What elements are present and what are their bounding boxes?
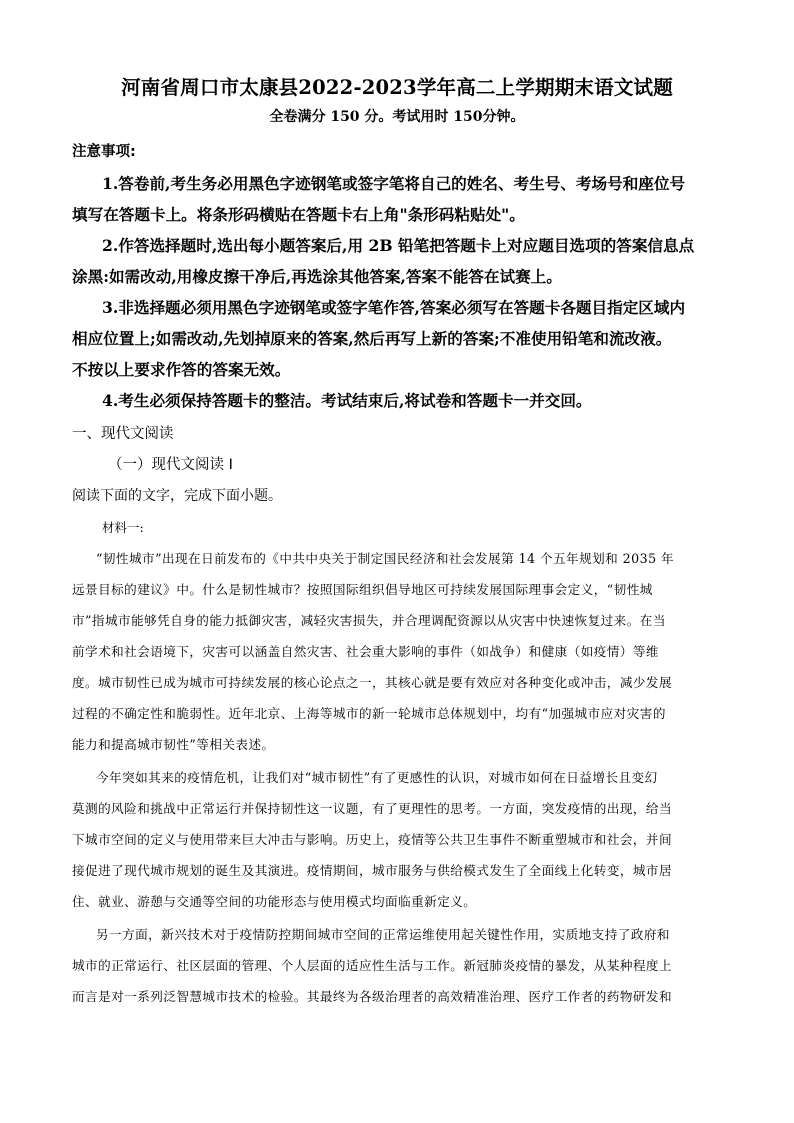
exam-duration-note: 全卷满分 150 分。考试用时 150分钟。 xyxy=(269,109,525,125)
paragraph-line: “韧性城市”出现在日前发布的《中共中央关于制定国民经济和社会发展第 14 个五年规划和 2035 年 xyxy=(96,551,675,566)
notice-line: 4.考生必须保持答题卡的整洁。考试结束后,将试卷和答题卡一并交回。 xyxy=(102,391,592,410)
subsection-heading: （一）现代文阅读 I xyxy=(108,457,233,473)
notice-line: 相应位置上;如需改动,先划掉原来的答案,然后再写上新的答案;不准使用铅笔和流改液。 xyxy=(72,329,672,348)
paragraph-line: 能力和提高城市韧性”等相关表述。 xyxy=(72,737,275,752)
notice-line: 3.非选择题必须用黑色字迹钢笔或签字笔作答,答案必须写在答题卡各题目指定区域内 xyxy=(102,298,686,317)
notice-line: 1.答卷前,考生务必用黑色字迹钢笔或签字笔将自己的姓名、考生号、考场号和座位号 xyxy=(102,174,686,193)
notice-heading: 注意事项: xyxy=(72,144,136,160)
notice-line: 填写在答题卡上。将条形码横贴在答题卡右上角"条形码粘贴处"。 xyxy=(72,205,525,224)
paragraph-line: 而言是对一系列泛智慧城市技术的检验。其最终为各级治理者的高效精准治理、医疗工作者的药物研发和 xyxy=(72,989,673,1004)
material-label: 材料一: xyxy=(102,520,144,535)
paragraph-line: 莫测的风险和挑战中正常运行并保持韧性这一议题，有了更理性的思考。一方面，突发疫情的出现，给当 xyxy=(72,801,673,816)
reading-instruction: 阅读下面的文字，完成下面小题。 xyxy=(72,488,282,504)
paragraph-line: 度。城市韧性已成为城市可持续发展的核心论点之一，其核心就是要有效应对各种变化或冲击，减少发展 xyxy=(72,675,673,690)
page-title: 河南省周口市太康县2022-2023学年高二上学期期末语文试题 xyxy=(121,76,673,99)
paragraph-line: 市”指城市能够凭自身的能力抵御灾害，减轻灾害损失，并合理调配资源以从灾害中快速恢复过来。在当 xyxy=(72,613,666,628)
paragraph-line: 下城市空间的定义与使用带来巨大冲击与影响。历史上，疫情等公共卫生事件不断重塑城市和社会，并间 xyxy=(72,832,673,847)
paragraph-line: 远景目标的建议》中。什么是韧性城市？按照国际组织倡导地区可持续发展国际理事会定义，“韧性城 xyxy=(72,582,653,597)
paragraph-line: 另一方面，新兴技术对于疫情防控期间城市空间的正常运维使用起关键性作用，实质地支持了政府和 xyxy=(96,927,670,942)
paragraph-line: 过程的不确定性和脆弱性。近年北京、上海等城市的新一轮城市总体规划中，均有“加强城市应对灾害的 xyxy=(72,706,666,721)
paragraph-line: 今年突如其来的疫情危机，让我们对“城市韧性”有了更感性的认识，对城市如何在日益增长且变幻 xyxy=(96,770,658,785)
paragraph-line: 接促进了现代城市规划的诞生及其演进。疫情期间，城市服务与供给模式发生了全面线上化转变，城市居 xyxy=(72,863,673,878)
section-heading: 一、现代文阅读 xyxy=(72,426,174,442)
paragraph-line: 城市的正常运行、社区层面的管理、个人层面的适应性生活与工作。新冠肺炎疫情的暴发，从某种程度上 xyxy=(72,958,673,973)
paragraph-line: 前学术和社会语境下，灾害可以涵盖自然灾害、社会重大影响的事件（如战争）和健康（如疫情）等维 xyxy=(72,644,659,659)
notice-line: 涂黑:如需改动,用橡皮擦干净后,再选涂其他答案,答案不能答在试赛上。 xyxy=(72,267,562,286)
notice-line: 2.作答选择题时,选出每小题答案后,用 2B 铅笔把答题卡上对应题目选项的答案信息点 xyxy=(102,236,695,255)
notice-line: 不按以上要求作答的答案无效。 xyxy=(72,360,291,379)
paragraph-line: 住、就业、游憩与交通等空间的功能形态与使用模式均面临重新定义。 xyxy=(72,894,477,909)
